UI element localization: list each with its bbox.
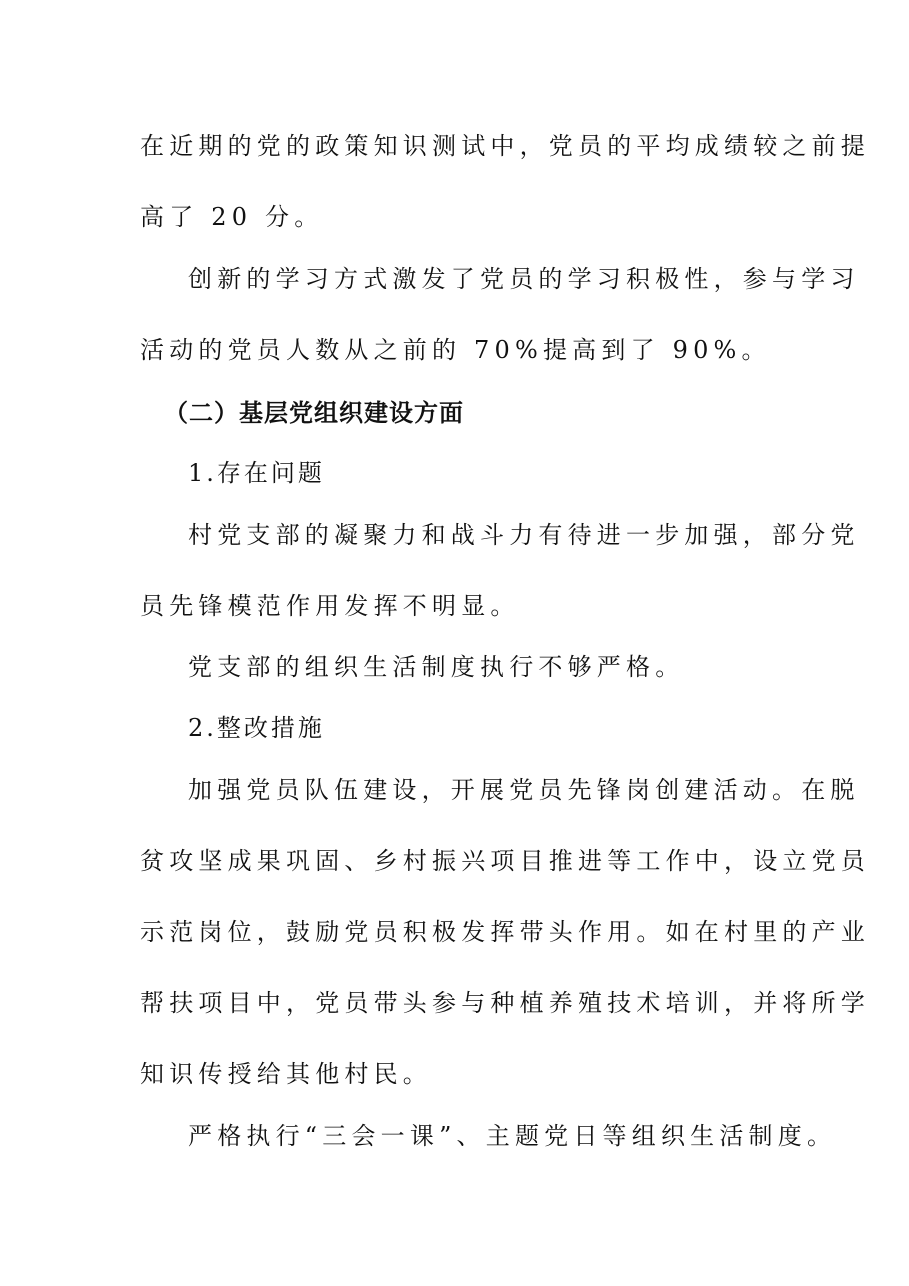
paragraph-line: 村党支部的凝聚力和战斗力有待进一步加强，部分党 xyxy=(188,521,860,549)
subsection-heading: 1.存在问题 xyxy=(188,459,325,487)
paragraph-line: 知识传授给其他村民。 xyxy=(140,1060,432,1088)
subsection-heading: 2.整改措施 xyxy=(188,714,325,742)
paragraph-line: 贫攻坚成果巩固、乡村振兴项目推进等工作中，设立党员 xyxy=(140,847,870,875)
paragraph-line: 高了 20 分。 xyxy=(140,203,324,231)
paragraph-line: 党支部的组织生活制度执行不够严格。 xyxy=(188,653,685,681)
paragraph-line: 示范岗位，鼓励党员积极发挥带头作用。如在村里的产业 xyxy=(140,918,870,946)
section-heading: （二）基层党组织建设方面 xyxy=(164,399,464,427)
paragraph-line: 在近期的党的政策知识测试中，党员的平均成绩较之前提 xyxy=(140,132,870,160)
paragraph-line: 活动的党员人数从之前的 70%提高到了 90%。 xyxy=(140,336,771,364)
paragraph-line: 帮扶项目中，党员带头参与种植养殖技术培训，并将所学 xyxy=(140,989,870,1017)
paragraph-line: 严格执行“三会一课”、主题党日等组织生活制度。 xyxy=(188,1122,837,1150)
paragraph-line: 创新的学习方式激发了党员的学习积极性，参与学习 xyxy=(188,265,860,293)
paragraph-line: 加强党员队伍建设，开展党员先锋岗创建活动。在脱 xyxy=(188,776,860,804)
paragraph-line: 员先锋模范作用发挥不明显。 xyxy=(140,592,520,620)
